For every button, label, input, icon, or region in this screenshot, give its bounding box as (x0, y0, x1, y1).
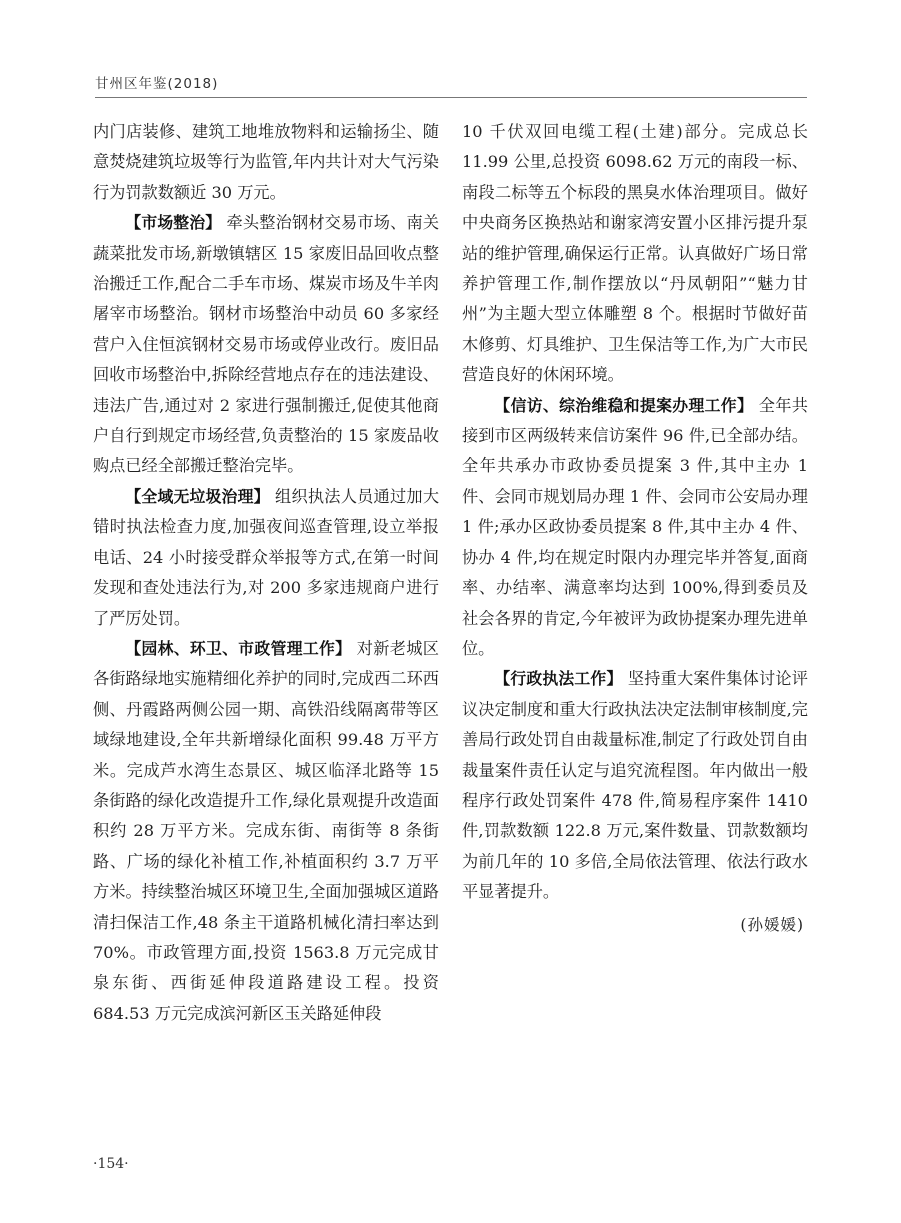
section-garbage-free (93, 482, 439, 634)
section-heading: 【市场整治】 (125, 213, 222, 233)
section-body: 坚持重大案件集体讨论评议决定制度和重大行政执法决定法制审核制度,完善局行政处罚自由裁量标准,制定了行政处罚自由裁量案件责任认定与追究流程图。年内做出一般程序行政处罚案件 478 件,简易程序案件 1410 件,罚款数额 122.8 万元,案件数量、罚款数额均为前几年的 10 多倍,全局依法管理、依法行政水平显著提升。 (462, 669, 808, 902)
section-body: 组织执法人员通过加大错时执法检查力度,加强夜间巡查管理,设立举报电话、24 小时接受群众举报等方式,在第一时间发现和查处违法行为,对 200 多家违规商户进行了严厉处罚。 (93, 486, 440, 628)
section-petitions-proposals (462, 391, 808, 665)
continued-paragraph: 10 千伏双回电缆工程(土建)部分。完成总长 11.99 公里,总投资 6098.62 万元的南段一标、南段二标等五个标段的黑臭水体治理项目。做好中央商务区换热站和谢家湾安置小区排污提升泵站的维护管理,确保运行正常。认真做好广场日常养护管理工作,制作摆放以“丹凤朝阳”“魅力甘州”为主题大型立体雕塑 8 个。根据时节做好苗木修剪、灯具维护、卫生保洁等工作,为广大市民营造良好的休闲环境。 (462, 122, 808, 385)
header-title: 甘州区年鉴(2018) (95, 76, 219, 92)
section-market-rectification (93, 208, 439, 482)
continued-paragraph: 内门店装修、建筑工地堆放物料和运输扬尘、随意焚烧建筑垃圾等行为监管,年内共计对大气污染行为罚款数额近 30 万元。 (93, 122, 439, 202)
section-heading: 【园林、环卫、市政管理工作】 (125, 638, 352, 658)
section-body: 全年共接到市区两级转来信访案件 96 件,已全部办结。全年共承办市政协委员提案 3 件,其中主办 1 件、会同市规划局办理 1 件、会同市公安局办理 1 件;承办区政协委员提案 8 件,其中主办 4 件、协办 4 件,均在规定时限内办理完毕并答复,面商率、办结率、满意率均达到 100%,得到委员及社会各界的肯定,今年被评为政协提案办理先进单位。 (462, 395, 808, 658)
section-body: 对新老城区各街路绿地实施精细化养护的同时,完成西二环西侧、丹霞路两侧公园一期、高铁沿线隔离带等区域绿地建设,全年共新增绿化面积 99.48 万平方米。完成芦水湾生态景区、城区临泽北路等 15 条街路的绿化改造提升工作,绿化景观提升改造面积约 28 万平方米。完成东街、南街等 8 条街路、广场的绿化补植工作,补植面积约 3.7 万平方米。持续整治城区环境卫生,全面加强城区道路清扫保洁工作,48 条主干道路机械化清扫率达到 70%。市政管理方面,投资 1563.8 万元完成甘泉东街、西街延伸段道路建设工程。投资 684.53 万元完成滨河新区玉关路延伸段 (93, 638, 439, 1023)
page-number: ·154· (93, 1156, 129, 1172)
section-heading: 【信访、综治维稳和提案办理工作】 (494, 395, 754, 415)
header-rule (95, 97, 807, 98)
left-column (93, 117, 439, 1029)
author-signature: (孙媛媛) (740, 915, 804, 934)
right-column (462, 117, 808, 940)
section-heading: 【行政执法工作】 (494, 669, 623, 689)
section-landscape-sanitation (93, 634, 439, 1029)
section-heading: 【全域无垃圾治理】 (125, 486, 270, 506)
section-body: 牵头整治钢材交易市场、南关蔬菜批发市场,新墩镇辖区 15 家废旧品回收点整治搬迁工作,配合二手车市场、煤炭市场及牛羊肉屠宰市场整治。钢材市场整治中动员 60 多家经营户入住恒滨钢材交易市场或停业改行。废旧品回收市场整治中,拆除经营地点存在的违法建设、违法广告,通过对 2 家进行强制搬迁,促使其他商户自行到规定市场经营,负责整治的 15 家废品收购点已经全部搬迁整治完毕。 (93, 213, 440, 476)
running-header (95, 72, 805, 96)
section-administrative-enforcement (462, 664, 808, 907)
